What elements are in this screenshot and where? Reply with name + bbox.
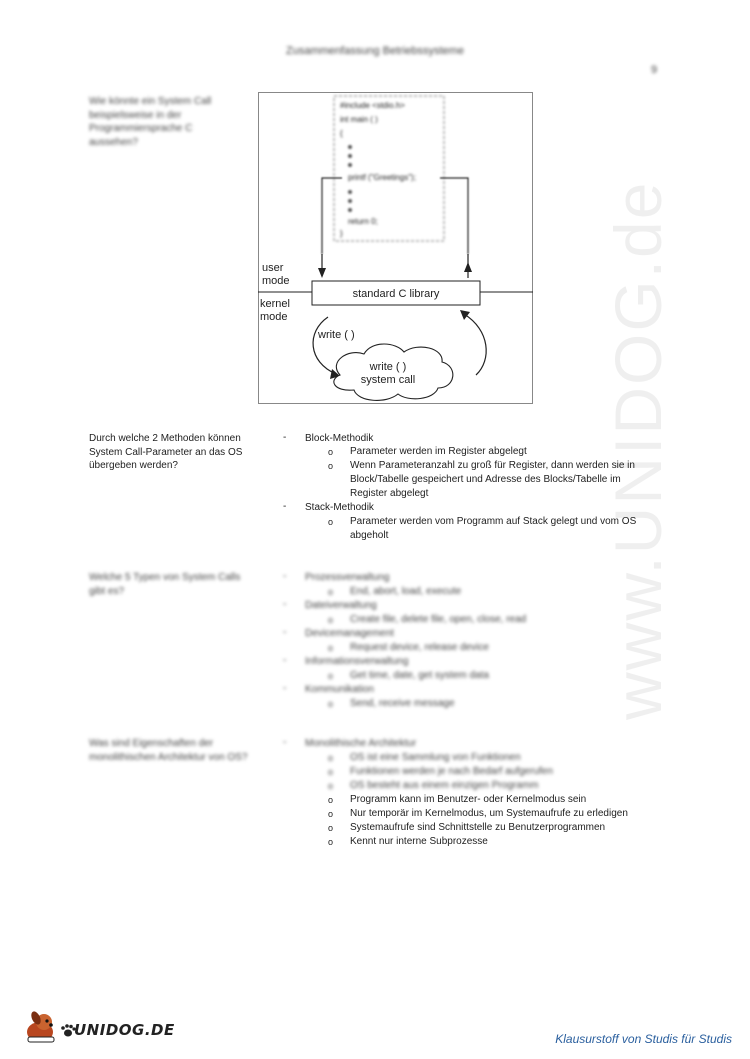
code-line-main: int main ( ) [340,115,378,124]
bullet-circle: o [328,699,334,709]
bullet-dash: - [283,432,287,443]
bullet-circle: o [328,781,334,791]
code-line-return: return 0; [348,217,378,226]
bullet-circle: o [328,461,334,471]
code-line-printf: printf ("Greetings"); [348,173,416,182]
question-1: Wie könnte ein System Call beispielsweise in der Programmiersprache C aussehen? [89,96,212,148]
bullet-circle: o [328,795,334,805]
bullet-dash: - [283,599,287,610]
bullet-circle: o [328,643,334,653]
bullet-circle: o [328,587,334,597]
user-mode-label: user mode [262,262,290,287]
q3-item-5: Kommunikation [305,684,374,695]
q4-sub-1: Programm kann im Benutzer- oder Kernelmodus sein [350,794,587,805]
q3-item-4: Informationsverwaltung [305,656,409,667]
watermark: www.UNIDOG.de [601,180,675,720]
q3-sub-4: Get time, date, get system data [350,670,489,681]
q4-item: Monolithische Architektur [305,738,417,749]
write-label: write ( ) [318,329,355,341]
q4-blurred-sub-3: OS besteht aus einem einzigen Programm [350,780,539,791]
code-line-include: #include <stdio.h> [340,101,405,110]
q2-item-stack: Stack-Methodik [305,502,374,513]
q3-sub-1: End, abort, load, execute [350,586,462,597]
bullet-dash: - [283,571,287,582]
code-line-open-brace: { [340,129,343,138]
write-system-call-label: write ( ) system call [360,361,416,386]
dog-icon [22,1010,62,1046]
bullet-circle: o [328,767,334,777]
bullet-circle: o [328,671,334,681]
logo-text: UNIDOG.DE [74,1021,175,1039]
bullet-circle: o [328,823,334,833]
kernel-mode-label: kernel mode [260,298,290,323]
q4-sub-4: Kennt nur interne Subprozesse [350,836,488,847]
q2-block-sub-1: Parameter werden im Register abgelegt [350,446,527,457]
bullet-dash: - [283,737,287,748]
q3-item-2: Dateiverwaltung [305,600,377,611]
page-title: Zusammenfassung Betriebssysteme [286,45,464,57]
bullet-circle: o [328,517,334,527]
q4-sub-3: Systemaufrufe sind Schnittstelle zu Benutzerprogrammen [350,822,606,833]
q4-blurred-sub-1: OS ist eine Sammlung von Funktionen [350,752,521,763]
page-number: 9 [651,64,658,76]
bullet-circle: o [328,753,334,763]
bullet-dash: - [283,627,287,638]
question-4: Was sind Eigenschaften der monolithischen Architektur von OS? [89,738,248,763]
q3-item-3: Devicemanagement [305,628,394,639]
standard-c-library-label: standard C library [352,288,440,300]
bullet-circle: o [328,447,334,457]
bullet-circle: o [328,615,334,625]
bullet-circle: o [328,809,334,819]
bullet-circle: o [328,837,334,847]
bullet-dash: - [283,655,287,666]
q3-sub-3: Request device, release device [350,642,489,653]
q2-stack-sub-1: Parameter werden vom Programm auf Stack gelegt und vom OS abgeholt [350,516,637,541]
q3-item-1: Prozessverwaltung [305,572,390,583]
question-3: Welche 5 Typen von System Calls gibt es? [89,572,241,597]
q4-sub-2: Nur temporär im Kernelmodus, um Systemaufrufe zu erledigen [350,808,628,819]
bullet-dash: - [283,683,287,694]
q2-block-sub-2: Wenn Parameteranzahl zu groß für Register, dann werden sie in Block/Tabelle gespeichert und Adresse des Blocks/Tabelle im Register abgelegt [350,460,635,499]
unidog-logo [22,1010,175,1046]
footer-tagline: Klausurstoff von Studis für Studis [555,1032,732,1046]
q3-sub-5: Send, receive message [350,698,455,709]
q2-item-block: Block-Methodik [305,433,374,444]
code-line-close-brace: } [340,229,343,238]
system-call-diagram [258,92,533,404]
bullet-dash: - [283,501,287,512]
q3-sub-2: Create file, delete file, open, close, read [350,614,527,625]
question-2: Durch welche 2 Methoden können System Call-Parameter an das OS übergeben werden? [89,433,243,471]
q4-blurred-sub-2: Funktionen werden je nach Bedarf aufgerufen [350,766,553,777]
